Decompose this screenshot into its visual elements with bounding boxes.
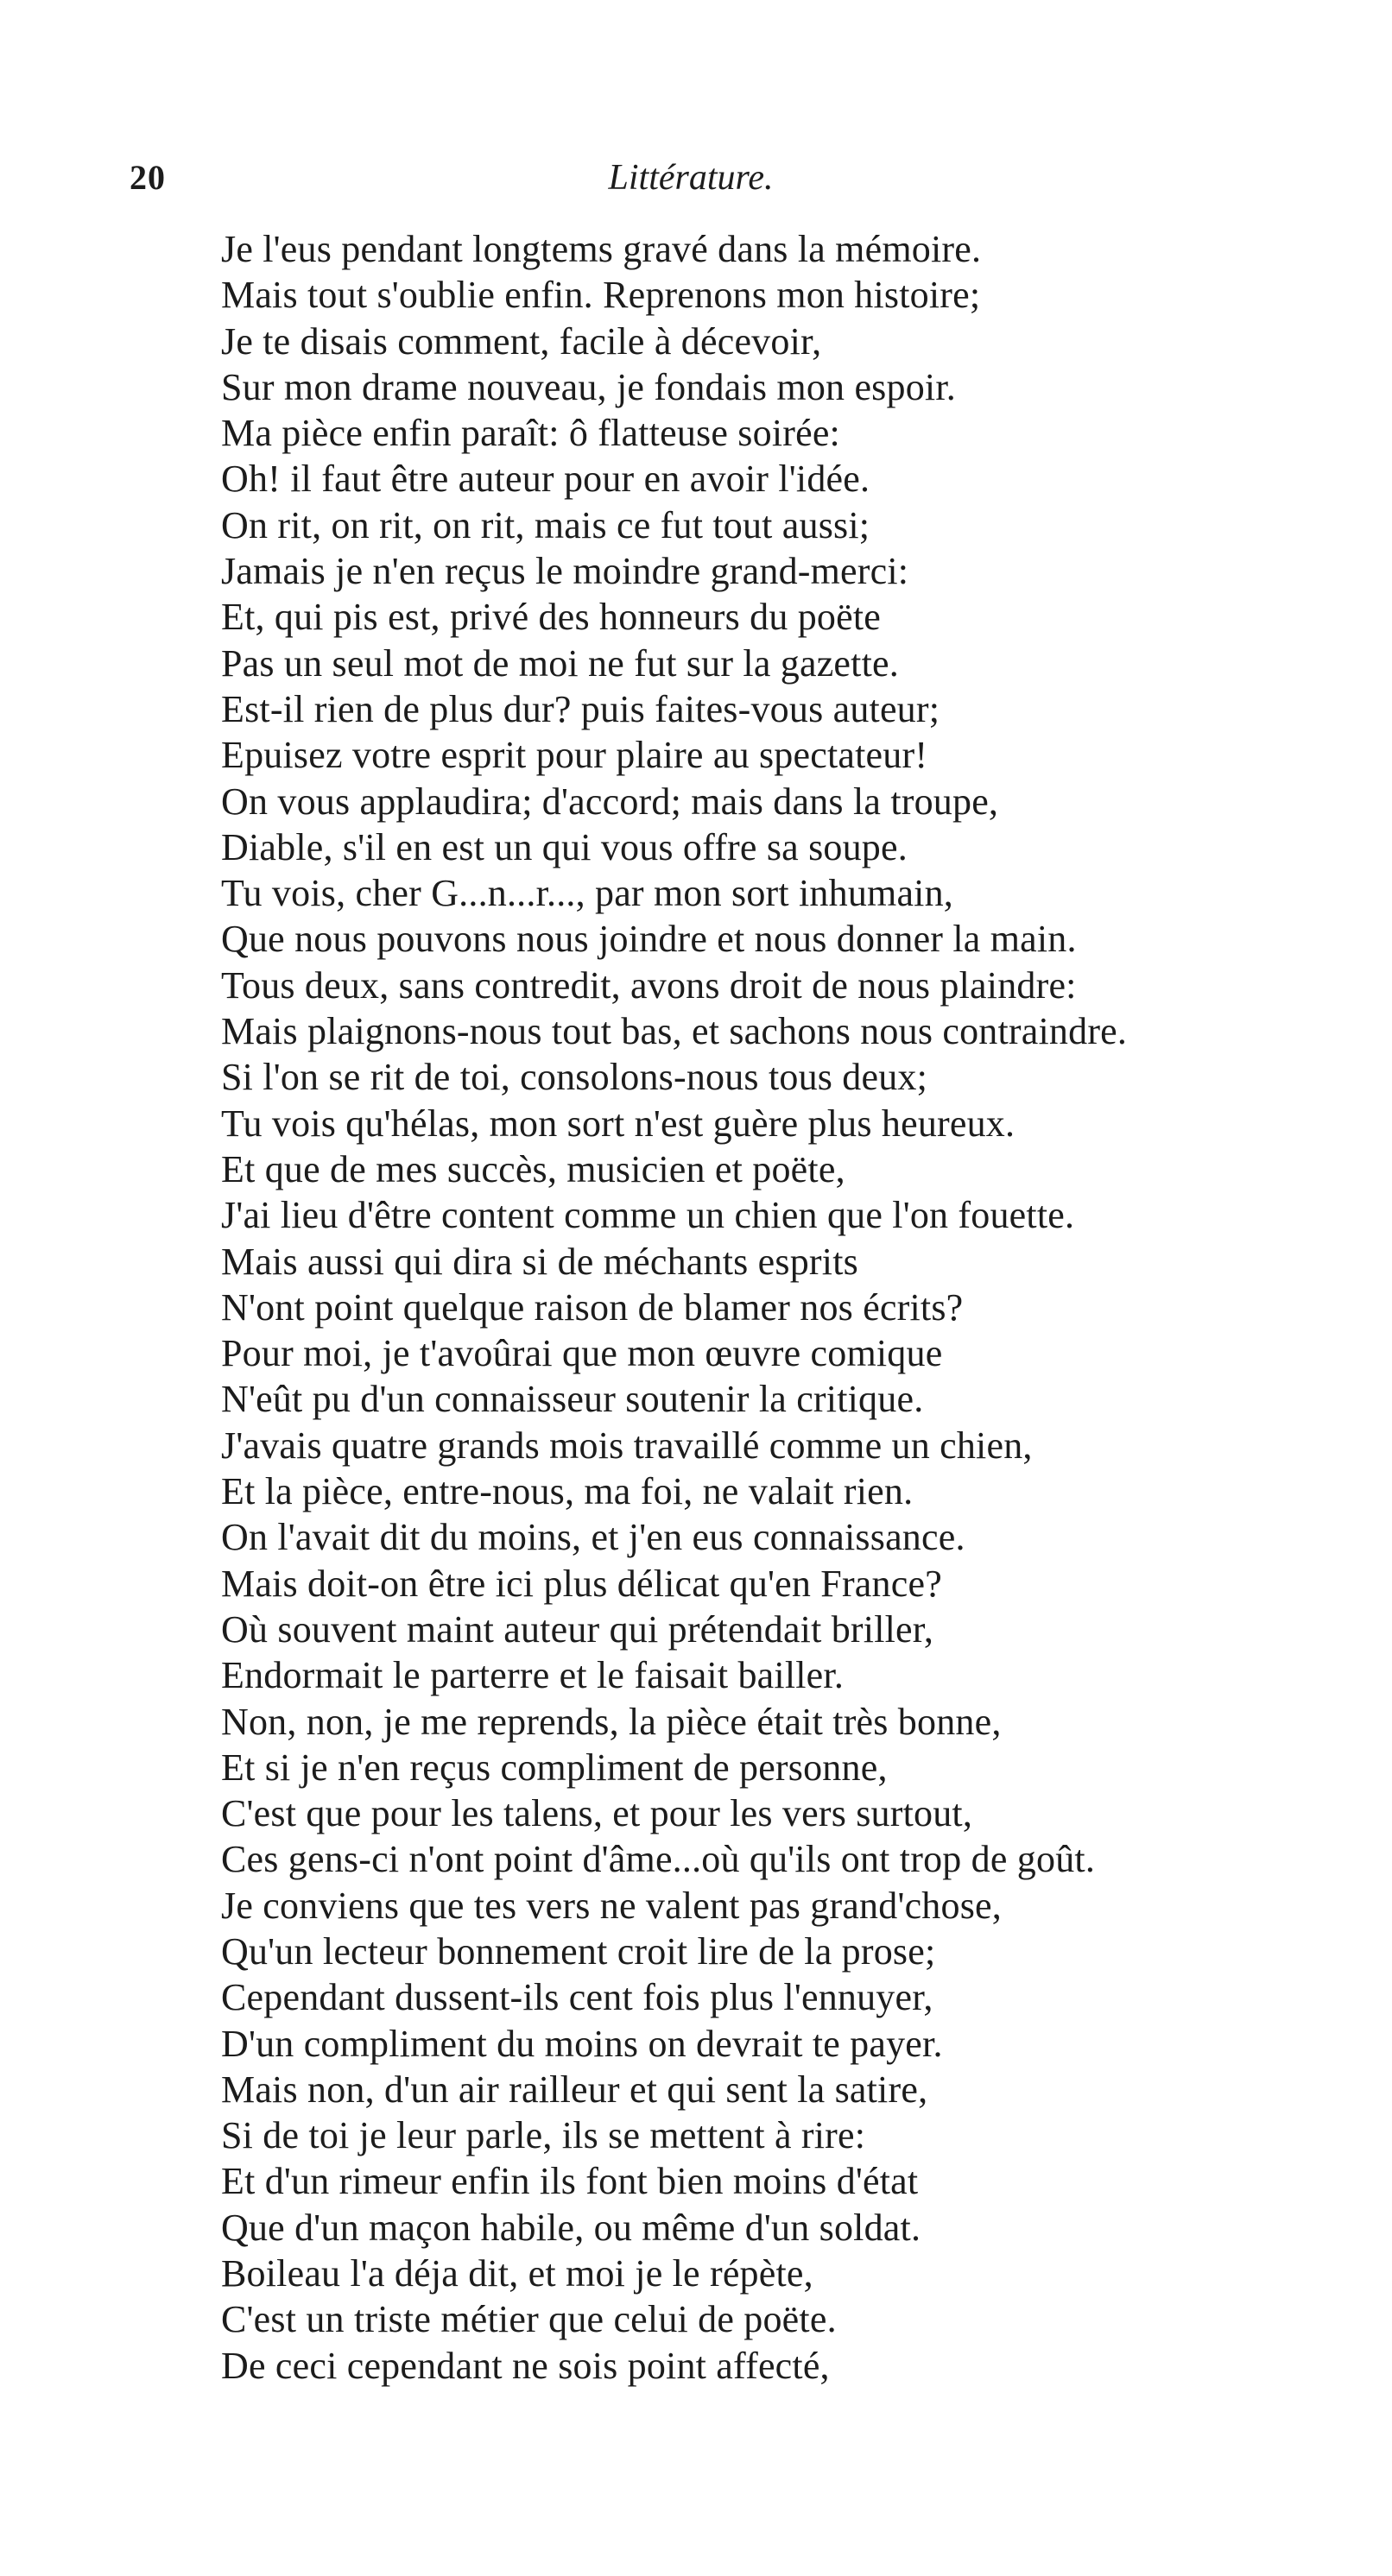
poem-line: Qu'un lecteur bonnement croit lire de la prose;	[221, 1929, 936, 1973]
poem-line: De ceci cependant ne sois point affecté,	[221, 2344, 830, 2387]
poem-line: Tu vois, cher G...n...r..., par mon sort inhumain,	[221, 872, 953, 915]
poem-text	[221, 226, 1361, 2389]
poem-line: J'avais quatre grands mois travaillé comme un chien,	[221, 1424, 1033, 1467]
poem-line: Que nous pouvons nous joindre et nous donner la main.	[221, 918, 1077, 961]
poem-line: Oh! il faut être auteur pour en avoir l'idée.	[221, 458, 870, 501]
poem-line: C'est que pour les talens, et pour les vers surtout,	[221, 1792, 973, 1835]
poem-line: Et la pièce, entre-nous, ma foi, ne valait rien.	[221, 1470, 914, 1513]
poem-line: Et d'un rimeur enfin ils font bien moins d'état	[221, 2160, 919, 2203]
running-title: Littérature.	[608, 158, 774, 198]
poem-line: Non, non, je me reprends, la pièce était très bonne,	[221, 1700, 1002, 1743]
poem-line: Ces gens-ci n'ont point d'âme...où qu'ils ont trop de goût.	[221, 1838, 1096, 1881]
poem-line: Mais non, d'un air railleur et qui sent la satire,	[221, 2068, 928, 2111]
poem-line: Et, qui pis est, privé des honneurs du poëte	[221, 596, 881, 639]
poem-line: Tous deux, sans contredit, avons droit de nous plaindre:	[221, 963, 1077, 1007]
poem-line: N'eût pu d'un connaisseur soutenir la critique.	[221, 1378, 924, 1421]
poem-line: On vous applaudira; d'accord; mais dans la troupe,	[221, 780, 999, 823]
poem-line: Epuisez votre esprit pour plaire au spectateur!	[221, 734, 928, 777]
poem-line: Sur mon drame nouveau, je fondais mon espoir.	[221, 365, 956, 408]
poem-line: Diable, s'il en est un qui vous offre sa soupe.	[221, 825, 908, 868]
poem-line: Si l'on se rit de toi, consolons-nous tous deux;	[221, 1056, 928, 1099]
poem-line: C'est un triste métier que celui de poëte.	[221, 2298, 837, 2341]
poem-line: Endormait le parterre et le faisait bailler.	[221, 1654, 845, 1697]
poem-line: Que d'un maçon habile, ou même d'un soldat.	[221, 2206, 921, 2249]
poem-line: Je te disais comment, facile à décevoir,	[221, 319, 822, 363]
poem-line: Pas un seul mot de moi ne fut sur la gazette.	[221, 641, 899, 685]
poem-line: Jamais je n'en reçus le moindre grand-merci:	[221, 550, 909, 593]
poem-line: Mais doit-on être ici plus délicat qu'en France?	[221, 1562, 942, 1605]
poem-line: Boileau l'a déja dit, et moi je le répète,	[221, 2252, 813, 2295]
poem-line: Mais aussi qui dira si de méchants esprits	[221, 1240, 858, 1283]
poem-line: Pour moi, je t'avoûrai que mon œuvre comique	[221, 1332, 943, 1375]
page-header	[130, 157, 1252, 209]
poem-line: On rit, on rit, on rit, mais ce fut tout aussi;	[221, 503, 870, 546]
poem-line: Je l'eus pendant longtems gravé dans la mémoire.	[221, 228, 982, 270]
poem-line: Cependant dussent-ils cent fois plus l'ennuyer,	[221, 1976, 933, 2019]
poem-line: Si de toi je leur parle, ils se mettent à rire:	[221, 2114, 866, 2157]
poem-line: N'ont point quelque raison de blamer nos écrits?	[221, 1285, 964, 1329]
poem-line: On l'avait dit du moins, et j'en eus connaissance.	[221, 1516, 965, 1559]
poem-line: Je conviens que tes vers ne valent pas grand'chose,	[221, 1884, 1002, 1927]
poem-line: Où souvent maint auteur qui prétendait briller,	[221, 1607, 934, 1651]
poem-line: Et si je n'en reçus compliment de personne,	[221, 1746, 888, 1789]
poem-line: J'ai lieu d'être content comme un chien que l'on fouette.	[221, 1194, 1075, 1237]
poem-line: D'un compliment du moins on devrait te payer.	[221, 2022, 943, 2065]
poem-line: Et que de mes succès, musicien et poëte,	[221, 1147, 845, 1190]
poem-line: Tu vois qu'hélas, mon sort n'est guère plus heureux.	[221, 1102, 1016, 1145]
poem-line: Mais plaignons-nous tout bas, et sachons nous contraindre.	[221, 1010, 1128, 1053]
poem-line: Mais tout s'oublie enfin. Reprenons mon histoire;	[221, 274, 981, 317]
poem-line: Ma pièce enfin paraît: ô flatteuse soirée:	[221, 412, 840, 455]
page-number: 20	[130, 158, 166, 197]
poem-line: Est-il rien de plus dur? puis faites-vous auteur;	[221, 687, 940, 730]
